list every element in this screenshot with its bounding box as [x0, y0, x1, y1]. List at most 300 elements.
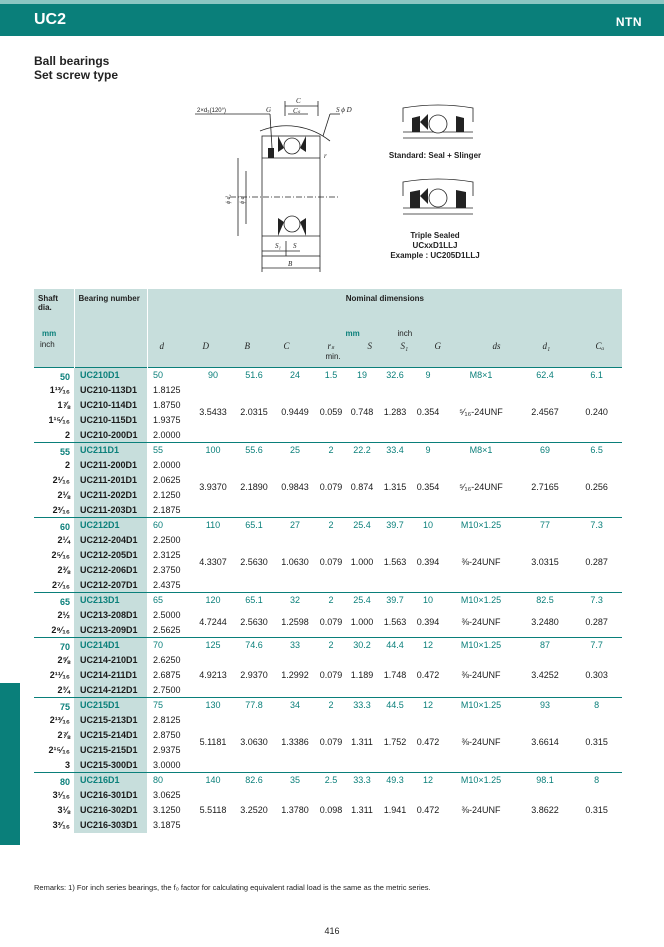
column-header-2: B [244, 341, 250, 351]
table-row [34, 593, 622, 608]
inch-value: 3.4252 [531, 669, 559, 680]
shaft-inch: 2⅝ [57, 655, 70, 665]
metric-value: 62.4 [519, 368, 571, 383]
bearing-number: UC212-205D1 [74, 548, 147, 563]
table-row [34, 368, 622, 383]
bearing-header-label: Bearing number [78, 294, 140, 303]
table-row [34, 638, 622, 653]
bearing-number: UC213-209D1 [74, 623, 147, 638]
metric-value: 33 [275, 638, 315, 653]
triple-seal-caption-line2: UCxxD1LLJ [412, 241, 458, 250]
inch-d-value: 2.7500 [153, 684, 181, 695]
bearing-number: UC211-201D1 [74, 473, 147, 488]
metric-value: 30.2 [347, 638, 377, 653]
metric-value: 69 [519, 443, 571, 458]
shaft-header [34, 289, 74, 368]
inch-value: 0.394 [416, 557, 440, 568]
inch-value: 4.3307 [199, 557, 227, 568]
bearing-number: UC214-210D1 [74, 653, 147, 668]
inch-d-value: 2.8125 [153, 715, 181, 725]
inch-value: 3.9370 [199, 482, 227, 493]
inch-value: 0.098 [319, 805, 343, 815]
inch-value: ⅜-24UNF [461, 737, 501, 748]
nominal-unit-inch: inch [397, 329, 413, 338]
shaft-inch: 2³⁄₁₆ [52, 504, 70, 515]
metric-value: 65.1 [233, 518, 275, 533]
bearing-cross-section-diagram [190, 96, 380, 276]
inch-d-value: 1.8125 [153, 385, 181, 395]
bearing-number: UC211-203D1 [74, 503, 147, 518]
inch-d-value: 3.0625 [153, 790, 181, 800]
inch-value: 0.748 [350, 407, 374, 418]
bearing-number: UC216D1 [74, 773, 147, 788]
metric-value: 32.6 [377, 368, 413, 383]
table-header [34, 289, 622, 368]
bearing-number: UC211-202D1 [74, 488, 147, 503]
page-title: UC2 [34, 11, 67, 28]
inch-d-value: 1.8750 [153, 400, 181, 410]
metric-value: 25.4 [347, 518, 377, 533]
shaft-inch: 2¹¹⁄₁₆ [49, 670, 70, 680]
metric-value: 7.3 [571, 518, 622, 533]
shaft-inch: 2¹⁵⁄₁₆ [48, 745, 70, 755]
triple-seal-caption-line1: Triple Sealed [410, 231, 460, 240]
bearing-number: UC211D1 [74, 443, 147, 458]
bearing-number: UC212-206D1 [74, 563, 147, 578]
inch-d-value: 2.4375 [153, 579, 181, 590]
bearing-header [74, 289, 147, 368]
inch-value: 1.311 [351, 737, 373, 748]
shaft-inch: 2⅞ [57, 730, 70, 740]
metric-value: 35 [275, 773, 315, 788]
inch-value: 0.256 [585, 482, 608, 493]
inch-d-value: 2.9375 [153, 745, 181, 755]
inch-value: 0.240 [585, 407, 608, 418]
metric-value: 90 [193, 368, 233, 383]
inch-d-value: 2.6875 [153, 670, 181, 680]
bearing-number: UC215D1 [74, 698, 147, 713]
metric-value: 22.2 [347, 443, 377, 458]
shaft-inch: 2¹⁄₁₆ [52, 475, 70, 485]
shaft-inch: 2⁹⁄₁₆ [51, 624, 70, 635]
metric-value: 2 [315, 518, 347, 533]
inch-value: 0.394 [416, 617, 440, 628]
metric-value: 50 [147, 368, 193, 383]
inch-value: 1.563 [383, 617, 407, 628]
shaft-mm: 75 [34, 698, 74, 713]
table-row [34, 608, 622, 623]
table-row [34, 383, 622, 398]
inch-value: 1.752 [383, 737, 407, 748]
label-C: C [296, 97, 301, 105]
metric-value: 110 [193, 518, 233, 533]
inch-value: 1.748 [383, 669, 407, 680]
inch-value: 0.472 [416, 669, 440, 680]
inch-value: 0.9843 [281, 482, 309, 493]
metric-value: 100 [193, 443, 233, 458]
table-row [34, 713, 622, 728]
inch-value: 0.287 [585, 557, 608, 568]
metric-value: 2.5 [315, 773, 347, 788]
metric-value: 10 [413, 593, 443, 608]
metric-value: 25 [275, 443, 315, 458]
min-label: min. [325, 352, 341, 361]
bearing-number: UC215-214D1 [74, 728, 147, 743]
dimension-table [34, 289, 622, 833]
inch-d-value: 2.0625 [153, 475, 181, 485]
inch-d-value: 2.3125 [153, 550, 181, 560]
metric-value: 12 [413, 773, 443, 788]
inch-value: 3.5433 [199, 407, 227, 418]
inch-value: 0.059 [319, 407, 343, 418]
table-row [34, 458, 622, 473]
nominal-header-label: Nominal dimensions [345, 294, 424, 303]
inch-value: 4.7244 [199, 617, 227, 628]
inch-value: 3.0315 [531, 557, 559, 568]
bearing-number: UC216-302D1 [74, 803, 147, 818]
metric-value: 60 [147, 518, 193, 533]
inch-d-value: 2.3750 [153, 565, 181, 575]
table-row [34, 518, 622, 533]
inch-value: 3.2480 [531, 617, 559, 628]
bearing-number: UC214D1 [74, 638, 147, 653]
inch-value: 1.2598 [281, 617, 309, 628]
inch-value: ⅜-24UNF [461, 617, 501, 628]
inch-d-value: 2.5625 [153, 624, 181, 635]
page-number: 416 [324, 926, 340, 936]
metric-value: 82.5 [519, 593, 571, 608]
bearing-number: UC210D1 [74, 368, 147, 383]
column-header-5: S [367, 341, 372, 351]
shaft-mm: 70 [34, 638, 74, 653]
column-header-3: C [283, 341, 290, 351]
metric-value: 1.5 [315, 368, 347, 383]
inch-d-value: 2.2500 [153, 535, 181, 545]
shaft-mm: 80 [34, 773, 74, 788]
inch-d-value: 1.9375 [153, 415, 181, 425]
column-header-1: D [202, 341, 209, 351]
inch-value: 0.472 [416, 805, 440, 815]
metric-value: 33.3 [347, 698, 377, 713]
shaft-mm: 60 [34, 518, 74, 533]
label-SphiD: S ϕ D [336, 106, 352, 114]
metric-value: 7.3 [571, 593, 622, 608]
inch-value: 0.079 [319, 557, 343, 568]
shaft-inch: 2⅜ [57, 565, 70, 575]
inch-d-value: 2.1250 [153, 490, 181, 500]
metric-value: 77 [519, 518, 571, 533]
bearing-number: UC211-200D1 [74, 458, 147, 473]
metric-value: 19 [347, 368, 377, 383]
metric-value: 44.5 [377, 698, 413, 713]
inch-value: 0.079 [319, 669, 343, 680]
column-header-10: Cₐ [595, 341, 605, 351]
metric-value: 33.3 [347, 773, 377, 788]
subtitle-set-screw: Set screw type [34, 68, 119, 82]
inch-d-value: 2.6250 [153, 655, 181, 665]
inch-value: 5.1181 [199, 737, 227, 748]
shaft-inch: 3¹⁄₁₆ [52, 790, 70, 800]
shaft-inch: 1¹⁵⁄₁₆ [48, 415, 70, 425]
bearing-number: UC216-301D1 [74, 788, 147, 803]
shaft-inch: 1⅞ [57, 400, 70, 410]
inch-value: ⁵⁄₁₆-24UNF [459, 482, 503, 493]
label-S: S [293, 242, 297, 250]
bearing-number: UC210-200D1 [74, 428, 147, 443]
inch-value: 0.315 [585, 805, 608, 815]
metric-value: 9 [413, 443, 443, 458]
inch-d-value: 2.0000 [153, 429, 181, 440]
inch-value: 1.189 [350, 669, 374, 680]
bearing-number: UC215-213D1 [74, 713, 147, 728]
metric-value: 24 [275, 368, 315, 383]
inch-value: ⅜-24UNF [461, 557, 501, 568]
inch-value: 1.3780 [281, 805, 309, 815]
nominal-unit-mm: mm [345, 329, 360, 338]
shaft-inch: 2⁵⁄₁₆ [51, 550, 70, 560]
metric-value: 49.3 [377, 773, 413, 788]
inch-d-value: 3.1875 [153, 820, 181, 830]
bearing-number: UC210-115D1 [74, 413, 147, 428]
inch-value: 0.287 [585, 617, 608, 628]
metric-value: 44.4 [377, 638, 413, 653]
shaft-inch: 2⅛ [57, 490, 70, 500]
metric-value: 27 [275, 518, 315, 533]
inch-value: 4.9213 [199, 669, 227, 680]
inch-value: 1.2992 [281, 669, 309, 680]
column-header-6: S₁ [400, 341, 409, 351]
inch-value: 3.0630 [240, 737, 268, 748]
shaft-inch: 2¹³⁄₁₆ [49, 715, 70, 725]
bearing-number: UC213-208D1 [74, 608, 147, 623]
table-row [34, 788, 622, 803]
bearing-number: UC214-212D1 [74, 683, 147, 698]
metric-value: 2 [315, 698, 347, 713]
inch-value: ⁵⁄₁₆-24UNF [459, 407, 503, 418]
brand-logo: NTN [615, 15, 642, 29]
inch-value: ⅜-24UNF [461, 805, 501, 815]
column-header-4: rₛ [327, 341, 335, 351]
shaft-inch: 3⅛ [57, 805, 70, 815]
inch-value: 2.5630 [240, 557, 268, 568]
label-G: G [266, 106, 272, 114]
metric-value: 6.1 [571, 368, 622, 383]
column-header-8: ds [492, 341, 501, 351]
inch-value: 5.5118 [199, 805, 227, 815]
tap-label: 2×d₃(120°) [197, 108, 227, 114]
inch-value: 3.6614 [531, 737, 559, 748]
table-row [34, 443, 622, 458]
metric-value: 93 [519, 698, 571, 713]
inch-value: 2.5630 [240, 617, 268, 628]
metric-value: 75 [147, 698, 193, 713]
label-B: B [288, 260, 293, 268]
inch-d-value: 2.5000 [153, 610, 181, 620]
table-row [34, 533, 622, 548]
shaft-inch: 2¾ [57, 684, 70, 695]
inch-value: 0.079 [319, 737, 343, 748]
bearing-number: UC215-300D1 [74, 758, 147, 773]
metric-value: 10 [413, 518, 443, 533]
shaft-header-label: Shaft dia. [38, 294, 58, 312]
metric-value: M10×1.25 [443, 773, 519, 788]
label-phid1: ϕ d₁ [226, 194, 232, 204]
inch-value: ⅜-24UNF [461, 669, 501, 680]
nominal-header [147, 289, 622, 368]
inch-value: 1.000 [350, 617, 374, 628]
metric-value: 34 [275, 698, 315, 713]
bearing-number: UC210-113D1 [74, 383, 147, 398]
metric-value: M10×1.25 [443, 638, 519, 653]
inch-value: 3.8622 [531, 805, 559, 815]
metric-value: M10×1.25 [443, 593, 519, 608]
metric-value: 55.6 [233, 443, 275, 458]
metric-value: 33.4 [377, 443, 413, 458]
metric-value: 74.6 [233, 638, 275, 653]
inch-value: 1.941 [383, 805, 407, 815]
inch-value: 0.9449 [281, 407, 309, 418]
table-row [34, 653, 622, 668]
header-banner [0, 0, 664, 36]
column-header-7: G [434, 341, 441, 351]
metric-value: 12 [413, 698, 443, 713]
metric-value: M8×1 [443, 443, 519, 458]
side-tab-marker [0, 683, 20, 845]
seal-standard-caption: Standard: Seal + Slinger [388, 151, 482, 160]
inch-value: 0.079 [319, 617, 343, 628]
metric-value: 98.1 [519, 773, 571, 788]
metric-value: 51.6 [233, 368, 275, 383]
inch-value: 1.3386 [281, 737, 309, 748]
metric-value: 77.8 [233, 698, 275, 713]
inch-d-value: 2.0000 [153, 460, 181, 470]
metric-value: 2 [315, 443, 347, 458]
label-r: r [324, 152, 327, 160]
table-row [34, 773, 622, 788]
inch-value: 1.311 [351, 805, 373, 815]
inch-value: 2.1890 [240, 482, 268, 493]
shaft-unit-inch: inch [40, 340, 55, 349]
metric-value: 32 [275, 593, 315, 608]
shaft-mm: 50 [34, 368, 74, 383]
inch-value: 0.354 [416, 482, 440, 493]
metric-value: M10×1.25 [443, 518, 519, 533]
label-Cs: Cₛ [293, 107, 301, 115]
bearing-number: UC212-204D1 [74, 533, 147, 548]
remarks-footnote: Remarks: 1) For inch series bearings, the f₀ factor for calculating equivalent radial load is the same as the metric series. [34, 883, 431, 892]
metric-value: 6.5 [571, 443, 622, 458]
bearing-number: UC216-303D1 [74, 818, 147, 833]
inch-value: 0.303 [585, 669, 608, 680]
shaft-inch: 2⁷⁄₁₆ [51, 579, 70, 590]
metric-value: M10×1.25 [443, 698, 519, 713]
bearing-number: UC210-114D1 [74, 398, 147, 413]
inch-value: 2.7165 [531, 482, 559, 493]
metric-value: 140 [193, 773, 233, 788]
label-S1: S₁ [275, 242, 281, 250]
metric-value: 2 [315, 593, 347, 608]
shaft-inch: 2½ [57, 610, 70, 620]
metric-value: 55 [147, 443, 193, 458]
inch-value: 1.315 [383, 482, 407, 493]
inch-value: 0.354 [416, 407, 440, 418]
metric-value: 70 [147, 638, 193, 653]
shaft-inch: 3 [64, 759, 70, 770]
table-body [34, 368, 622, 833]
subtitle-ball-bearings: Ball bearings [34, 54, 110, 68]
metric-value: 39.7 [377, 518, 413, 533]
metric-value: 39.7 [377, 593, 413, 608]
shaft-inch: 2 [64, 460, 70, 470]
metric-value: 65.1 [233, 593, 275, 608]
bearing-number: UC213D1 [74, 593, 147, 608]
metric-value: 25.4 [347, 593, 377, 608]
metric-value: 130 [193, 698, 233, 713]
inch-value: 1.000 [350, 557, 374, 568]
bearing-number: UC212-207D1 [74, 578, 147, 593]
shaft-inch: 1¹³⁄₁₆ [49, 385, 70, 395]
seal-slinger-diagram [398, 102, 478, 148]
inch-value: 1.563 [383, 557, 407, 568]
bearing-number: UC212D1 [74, 518, 147, 533]
header-stripe [0, 0, 664, 4]
shaft-inch: 3³⁄₁₆ [52, 820, 70, 830]
inch-d-value: 3.1250 [153, 805, 181, 815]
metric-value: 65 [147, 593, 193, 608]
inch-value: 0.079 [319, 482, 343, 493]
metric-value: 87 [519, 638, 571, 653]
triple-seal-caption-line3: Example : UC205D1LLJ [390, 251, 480, 260]
shaft-mm: 65 [34, 593, 74, 608]
column-header-0: d [159, 341, 164, 351]
inch-value: 2.4567 [531, 407, 559, 418]
inch-value: 1.283 [383, 407, 407, 418]
metric-value: 2 [315, 638, 347, 653]
shaft-unit-mm: mm [42, 329, 57, 338]
inch-value: 0.874 [350, 482, 374, 493]
metric-value: 120 [193, 593, 233, 608]
inch-value: 2.0315 [240, 407, 268, 418]
metric-value: M8×1 [443, 368, 519, 383]
inch-d-value: 2.8750 [153, 730, 181, 740]
triple-seal-diagram [398, 176, 478, 222]
metric-value: 8 [571, 773, 622, 788]
metric-value: 80 [147, 773, 193, 788]
label-phid: ϕ d [240, 196, 246, 204]
metric-value: 9 [413, 368, 443, 383]
table-row [34, 698, 622, 713]
shaft-mm: 55 [34, 443, 74, 458]
inch-d-value: 3.0000 [153, 759, 181, 770]
metric-value: 8 [571, 698, 622, 713]
bearing-number: UC214-211D1 [74, 668, 147, 683]
shaft-inch: 2¼ [57, 535, 70, 545]
column-header-9: d₁ [542, 341, 551, 351]
inch-value: 0.472 [416, 737, 440, 748]
inch-value: 1.0630 [281, 557, 309, 568]
triple-seal-caption [380, 231, 490, 261]
shaft-inch: 2 [64, 429, 70, 440]
inch-value: 0.315 [585, 737, 608, 748]
metric-value: 82.6 [233, 773, 275, 788]
bearing-number: UC215-215D1 [74, 743, 147, 758]
metric-value: 7.7 [571, 638, 622, 653]
metric-value: 125 [193, 638, 233, 653]
inch-value: 2.9370 [240, 669, 268, 680]
inch-value: 3.2520 [240, 805, 268, 815]
inch-d-value: 2.1875 [153, 504, 181, 515]
metric-value: 12 [413, 638, 443, 653]
